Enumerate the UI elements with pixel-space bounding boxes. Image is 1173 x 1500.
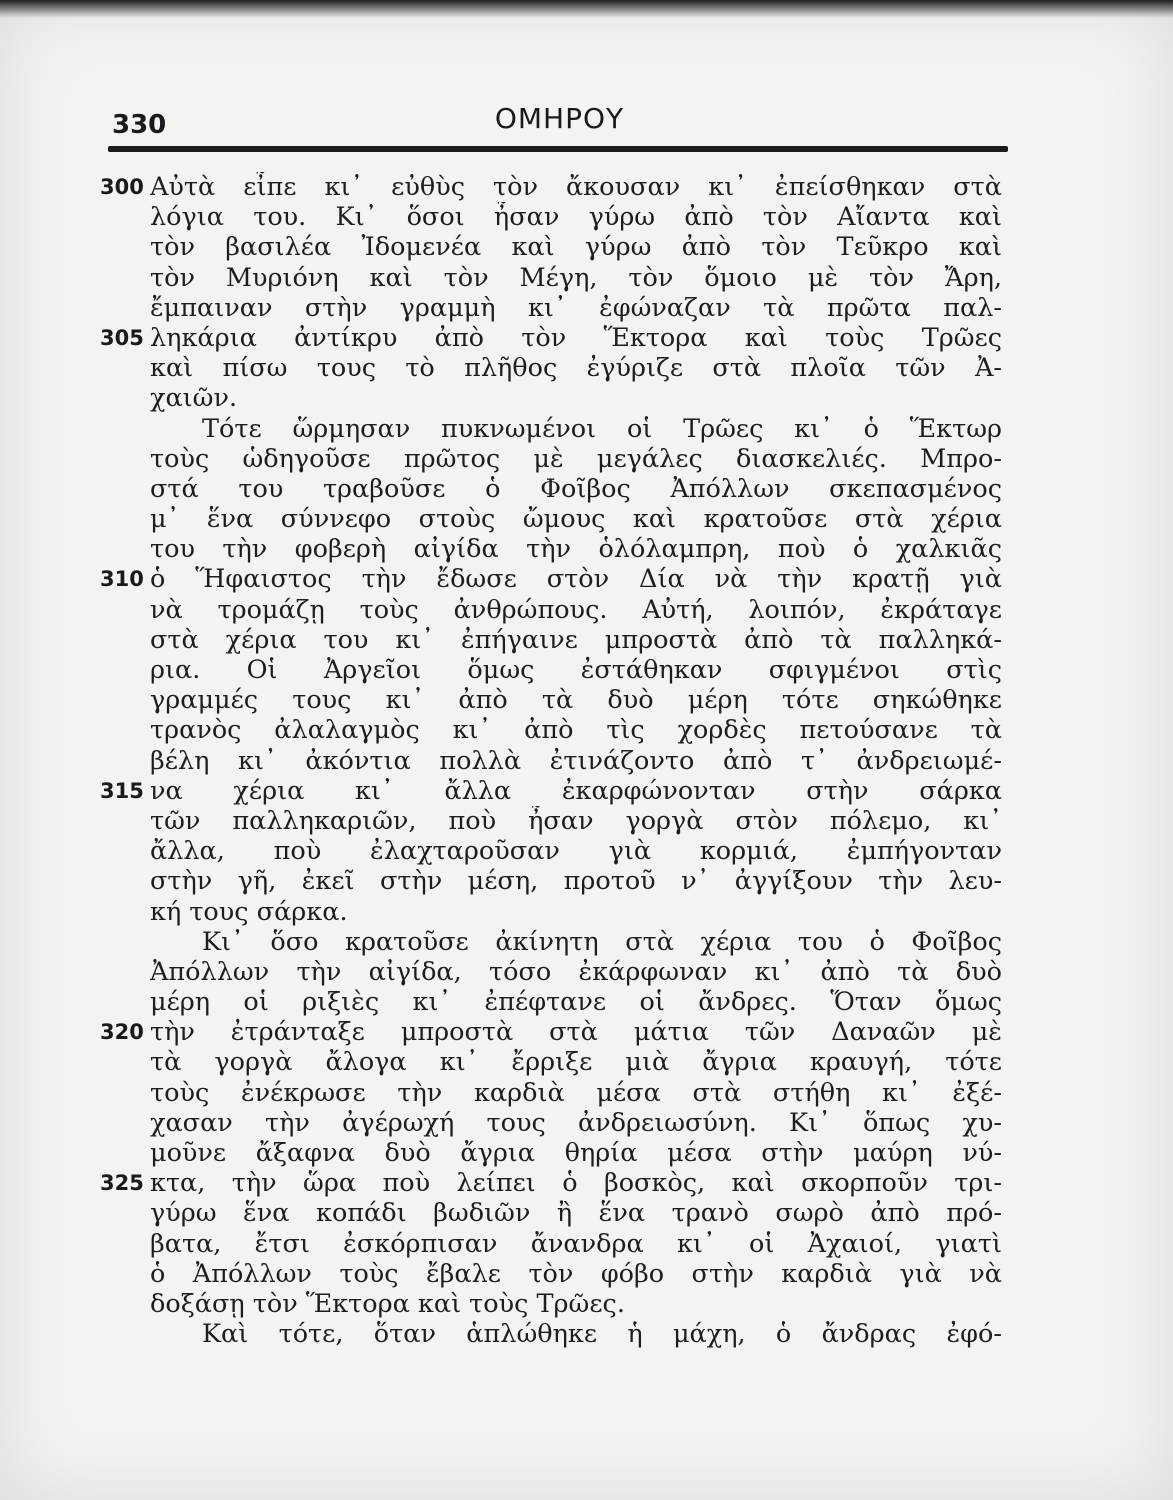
line-text: γύρω ἕνα κοπάδι βωδιῶν ἢ ἕνα τρανὸ σωρὸ ἀπὸ πρό- — [150, 1198, 1002, 1229]
line-text: στὰ χέρια του κι᾽ ἐπήγαινε μπροστὰ ἀπὸ τὰ παλληκά- — [150, 624, 1002, 655]
text-line — [100, 1229, 1010, 1259]
text-line — [100, 293, 1010, 323]
text-line — [100, 987, 1010, 1017]
line-text: να χέρια κι᾽ ἄλλα ἐκαρφώνονταν στὴν σάρκα — [150, 775, 1002, 806]
line-text: τοὺς ἐνέκρωσε τὴν καρδιὰ μέσα στὰ στήθη κι᾽ ἐξέ- — [150, 1077, 1002, 1108]
line-text: τῶν παλληκαριῶν, ποὺ ἦσαν γοργὰ στὸν πόλεμο, κι᾽ — [150, 805, 1002, 836]
text-line — [100, 806, 1010, 836]
text-line — [100, 715, 1010, 745]
line-number: 305 — [100, 325, 144, 350]
text-line — [100, 836, 1010, 866]
line-number: 310 — [100, 567, 144, 592]
line-text: μέρη οἱ ριξιὲς κι᾽ ἐπέφτανε οἱ ἄνδρες. Ὅταν ὅμως — [150, 987, 1002, 1018]
scan-edge-shadow — [0, 0, 1173, 18]
text-line — [100, 534, 1010, 564]
text-line — [100, 655, 1010, 685]
line-text: ὁ Ἥφαιστος τὴν ἔδωσε στὸν Δία νὰ τὴν κρατῇ γιὰ — [150, 564, 1002, 595]
header-rule — [108, 146, 1008, 152]
line-text: κτα, τὴν ὥρα ποὺ λείπει ὁ βοσκὸς, καὶ σκορποῦν τρι- — [150, 1168, 1002, 1199]
text-line — [100, 1168, 1010, 1198]
line-text: ρια. Οἱ Ἀργεῖοι ὅμως ἐστάθηκαν σφιγμένοι στὶς — [150, 655, 1002, 685]
line-number: 325 — [100, 1171, 144, 1196]
line-text: στὴν γῆ, ἐκεῖ στὴν μέση, προτοῦ ν᾽ ἀγγίξουν τὴν λευ- — [150, 866, 1002, 897]
line-text: Ἀπόλλων τὴν αἰγίδα, τόσο ἐκάρφωναν κι᾽ ἀπὸ τὰ δυὸ — [150, 956, 1002, 987]
line-text: ἔμπαιναν στὴν γραμμὴ κι᾽ ἐφώναζαν τὰ πρῶτα παλ- — [150, 292, 1002, 323]
line-text: νὰ τρομάζῃ τοὺς ἀνθρώπους. Αὐτή, λοιπόν, ἐκράταγε — [150, 594, 1002, 625]
text-line — [100, 957, 1010, 987]
running-head: ΟΜΗΡΟΥ — [494, 102, 625, 135]
line-text: καὶ πίσω τους τὸ πλῆθος ἐγύριζε στὰ πλοῖα τῶν Ἀ- — [150, 353, 1002, 384]
text-line — [100, 776, 1010, 806]
line-text: τοὺς ὡδηγοῦσε πρῶτος μὲ μεγάλες διασκελιές. Μπρο- — [150, 443, 1002, 474]
text-line — [100, 1198, 1010, 1228]
text-line — [100, 1017, 1010, 1047]
text-line — [100, 323, 1010, 353]
line-text: τὰ γοργὰ ἄλογα κι᾽ ἔρριξε μιὰ ἄγρια κραυγή, τότε — [150, 1047, 1002, 1078]
line-text: Τότε ὥρμησαν πυκνωμένοι οἱ Τρῶες κι᾽ ὁ Ἕκτωρ — [202, 413, 1002, 444]
line-text: βέλη κι᾽ ἀκόντια πολλὰ ἐτινάζοντο ἀπὸ τ᾽ ἀνδρειωμέ- — [150, 745, 1002, 776]
page-number: 330 — [112, 110, 167, 140]
text-line — [100, 1138, 1010, 1168]
line-text: Κι᾽ ὅσο κρατοῦσε ἀκίνητη στὰ χέρια του ὁ Φοῖβος — [202, 926, 1002, 957]
line-text: στά του τραβοῦσε ὁ Φοῖβος Ἀπόλλων σκεπασμένος — [150, 473, 1002, 504]
text-line — [100, 746, 1010, 776]
text-line — [100, 625, 1010, 655]
text-line — [100, 866, 1010, 896]
text-line — [100, 414, 1010, 444]
line-text: δοξάσῃ τὸν Ἕκτορα καὶ τοὺς Τρῶες. — [150, 1288, 625, 1319]
line-text: κή τους σάρκα. — [150, 896, 348, 927]
line-text: μ᾽ ἕνα σύννεφο στοὺς ὤμους καὶ κρατοῦσε στὰ χέρια — [150, 504, 1002, 535]
text-line — [100, 1259, 1010, 1289]
line-text: τὴν ἐτράνταξε μπροστὰ στὰ μάτια τῶν Δαναῶν μὲ — [150, 1017, 1002, 1048]
text-line — [100, 202, 1010, 232]
text-line — [100, 353, 1010, 383]
page-header — [112, 96, 1007, 144]
line-text: ὁ Ἀπόλλων τοὺς ἔβαλε τὸν φόβο στὴν καρδιὰ γιὰ νὰ — [150, 1258, 1002, 1289]
text-line — [100, 444, 1010, 474]
line-text: Αὐτὰ εἶπε κι᾽ εὐθὺς τὸν ἄκουσαν κι᾽ ἐπείσθηκαν στὰ — [150, 172, 1002, 202]
text-line — [100, 1289, 1010, 1319]
text-line — [100, 172, 1010, 202]
text-line — [100, 383, 1010, 413]
line-text: χασαν τὴν ἀγέρωχή τους ἀνδρειωσύνη. Κι᾽ ὅπως χυ- — [150, 1107, 1002, 1138]
line-number: 315 — [100, 778, 144, 803]
line-number: 320 — [100, 1020, 144, 1045]
line-text: ληκάρια ἀντίκρυ ἀπὸ τὸν Ἕκτορα καὶ τοὺς Τρῶες — [150, 322, 1002, 353]
text-line — [100, 897, 1010, 927]
line-text: ἄλλα, ποὺ ἐλαχταροῦσαν γιὰ κορμιά, ἐμπήγονταν — [150, 836, 1002, 867]
text-line — [100, 1319, 1010, 1349]
text-line — [100, 474, 1010, 504]
text-line — [100, 927, 1010, 957]
text-line — [100, 564, 1010, 594]
line-text: του τὴν φοβερὴ αἰγίδα τὴν ὁλόλαμπρη, ποὺ ὁ χαλκιᾶς — [150, 534, 1002, 565]
line-text: τὸν βασιλέα Ἰδομενέα καὶ γύρω ἀπὸ τὸν Τεῦκρο καὶ — [150, 232, 1002, 263]
line-text: βατα, ἔτσι ἐσκόρπισαν ἄνανδρα κι᾽ οἱ Ἀχαιοί, γιατὶ — [150, 1228, 1002, 1259]
text-line — [100, 232, 1010, 262]
line-text: χαιῶν. — [150, 383, 238, 414]
text-line — [100, 263, 1010, 293]
text-line — [100, 1078, 1010, 1108]
text-line — [100, 1108, 1010, 1138]
line-number: 300 — [100, 175, 144, 199]
line-text: λόγια του. Κι᾽ ὅσοι ἦσαν γύρω ἀπὸ τὸν Αἴαντα καὶ — [150, 202, 1002, 233]
text-line — [100, 595, 1010, 625]
text-line — [100, 685, 1010, 715]
line-text: Καὶ τότε, ὅταν ἁπλώθηκε ἡ μάχη, ὁ ἄνδρας ἐφό- — [202, 1319, 1002, 1350]
line-text: μοῦνε ἄξαφνα δυὸ ἄγρια θηρία μέσα στὴν μαύρη νύ- — [150, 1138, 1002, 1168]
line-text: τὸν Μυριόνη καὶ τὸν Μέγη, τὸν ὅμοιο μὲ τὸν Ἄρη, — [150, 262, 1002, 293]
line-text: τρανὸς ἀλαλαγμὸς κι᾽ ἀπὸ τὶς χορδὲς πετούσανε τὰ — [150, 715, 1002, 746]
text-body — [100, 172, 1010, 1349]
text-line — [100, 1047, 1010, 1077]
line-text: γραμμές τους κι᾽ ἀπὸ τὰ δυὸ μέρη τότε σηκώθηκε — [150, 685, 1002, 716]
text-line — [100, 504, 1010, 534]
